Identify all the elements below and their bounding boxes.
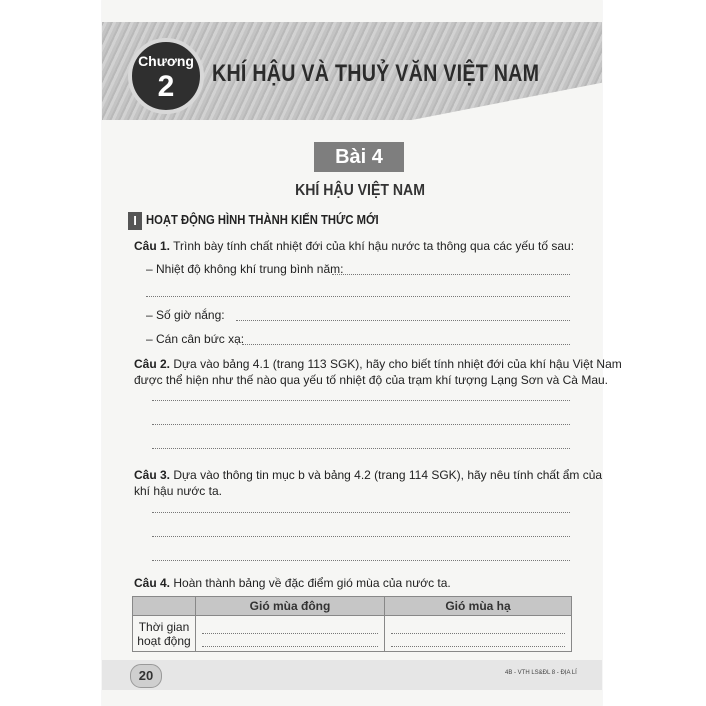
answer-line[interactable] [152, 536, 570, 537]
q4-text-line [134, 576, 451, 590]
q2-line1: Dựa vào bảng 4.1 (trang 113 SGK), hãy cho biết tính nhiệt đới của khí hậu Việt Nam [173, 357, 622, 371]
section-title: HOẠT ĐỘNG HÌNH THÀNH KIẾN THỨC MỚI [146, 213, 379, 227]
lesson-title: KHÍ HẬU VIỆT NAM [295, 182, 425, 199]
q1-item-temperature: – Nhiệt độ không khí trung bình năm: [146, 262, 344, 276]
answer-line[interactable] [236, 320, 570, 321]
page-number: 20 [130, 664, 162, 688]
chapter-title: KHÍ HẬU VÀ THUỶ VĂN VIỆT NAM [212, 60, 540, 87]
q4-text: Hoàn thành bảng về đặc điểm gió mùa của nước ta. [173, 576, 451, 590]
answer-line[interactable] [152, 512, 570, 513]
table-header-summer-monsoon: Gió mùa hạ [385, 597, 572, 616]
q1-item-sunshine: – Số giờ nắng: [146, 308, 225, 322]
answer-line[interactable] [152, 424, 570, 425]
chapter-label: Chương [138, 53, 194, 69]
table-header-row [133, 597, 572, 616]
section-number: I [128, 212, 142, 230]
answer-line[interactable] [242, 344, 570, 345]
monsoon-table [132, 596, 572, 652]
q1-item-radiation: – Cán cân bức xạ: [146, 332, 245, 346]
footer-code: 4B - VTH LS&ĐL 8 - ĐỊA LÍ [505, 670, 577, 676]
q3-label: Câu 3. [134, 468, 171, 482]
chapter-badge [128, 38, 204, 114]
q3-text-line-2: khí hậu nước ta. [134, 484, 222, 498]
row-label-line-1: Thời gian [138, 619, 190, 634]
table-row-label [133, 616, 196, 652]
table-header-winter-monsoon: Gió mùa đông [196, 597, 385, 616]
answer-line[interactable] [332, 274, 570, 275]
q2-label: Câu 2. [134, 357, 171, 371]
q3-text-line-1 [134, 468, 602, 482]
q1-text: Trình bày tính chất nhiệt đới của khí hậu nước ta thông qua các yếu tố sau: [173, 239, 575, 253]
table-header-empty [133, 597, 196, 616]
answer-line[interactable] [152, 560, 570, 561]
row-label-line-2: hoạt động [137, 633, 191, 648]
answer-line[interactable] [152, 400, 570, 401]
q4-label: Câu 4. [134, 576, 171, 590]
q2-text-line-2: được thể hiện như thế nào qua yếu tố nhiệt độ của trạm khí tượng Lạng Sơn và Cà Mau. [134, 373, 608, 387]
answer-line[interactable] [152, 448, 570, 449]
lesson-badge: Bài 4 [314, 142, 404, 172]
table-cell-winter[interactable] [196, 616, 385, 652]
q3-line1: Dựa vào thông tin mục b và bảng 4.2 (trang 114 SGK), hãy nêu tính chất ẩm của [173, 468, 603, 482]
chapter-number: 2 [157, 70, 175, 103]
table-row [133, 616, 572, 652]
answer-line[interactable] [146, 296, 570, 297]
q2-text-line-1 [134, 357, 622, 371]
table-cell-summer[interactable] [385, 616, 572, 652]
q1-label: Câu 1. [134, 239, 171, 253]
q1-text-line [134, 239, 574, 253]
